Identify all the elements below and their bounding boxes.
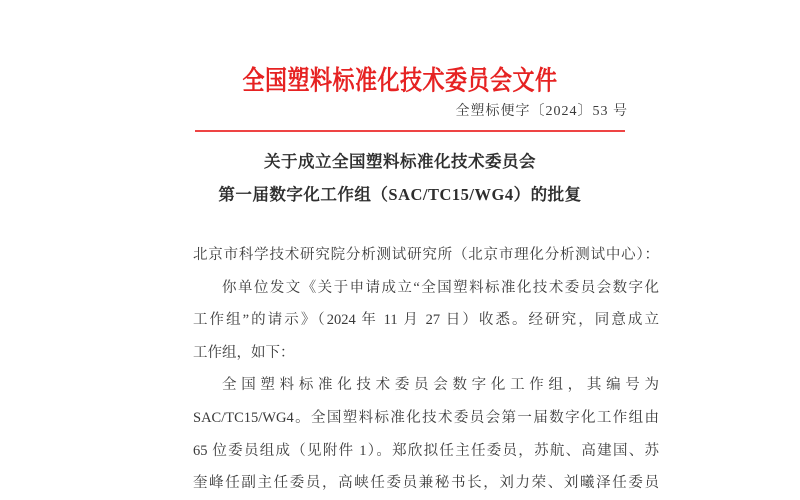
body-line: 65 位委员组成（见附件 1）。郑欣拟任主任委员，苏航、高建国、苏 [193, 442, 659, 459]
doc-number: 全塑标便字〔2024〕53 号 [455, 104, 628, 119]
doc-body [193, 239, 659, 500]
body-line: 工作组”的请示》（2024 年 11 月 27 日）收悉。经研究，同意成立 [193, 312, 659, 329]
body-line: 你单位发文《关于申请成立“全国塑料标准化技术委员会数字化 [222, 279, 659, 296]
doc-title-line1: 关于成立全国塑料标准化技术委员会 [264, 152, 536, 171]
doc-header-title: 全国塑料标准化技术委员会文件 [242, 64, 558, 96]
doc-title-line2: 第一届数字化工作组（SAC/TC15/WG4）的批复 [218, 184, 582, 204]
body-line: SAC/TC15/WG4。全国塑料标准化技术委员会第一届数字化工作组由 [193, 409, 659, 426]
doc-title [0, 146, 800, 211]
body-line: 工作组，如下： [193, 344, 295, 361]
body-line: 全国塑料标准化技术委员会数字化工作组，其编号为 [222, 377, 659, 394]
red-divider-line [195, 130, 625, 132]
body-line-addressee: 北京市科学技术研究院分析测试研究所（北京市理化分析测试中心）： [193, 247, 659, 263]
body-line: 奎峰任副主任委员，高峡任委员兼秘书长，刘力荣、刘曦泽任委员 [193, 475, 659, 492]
